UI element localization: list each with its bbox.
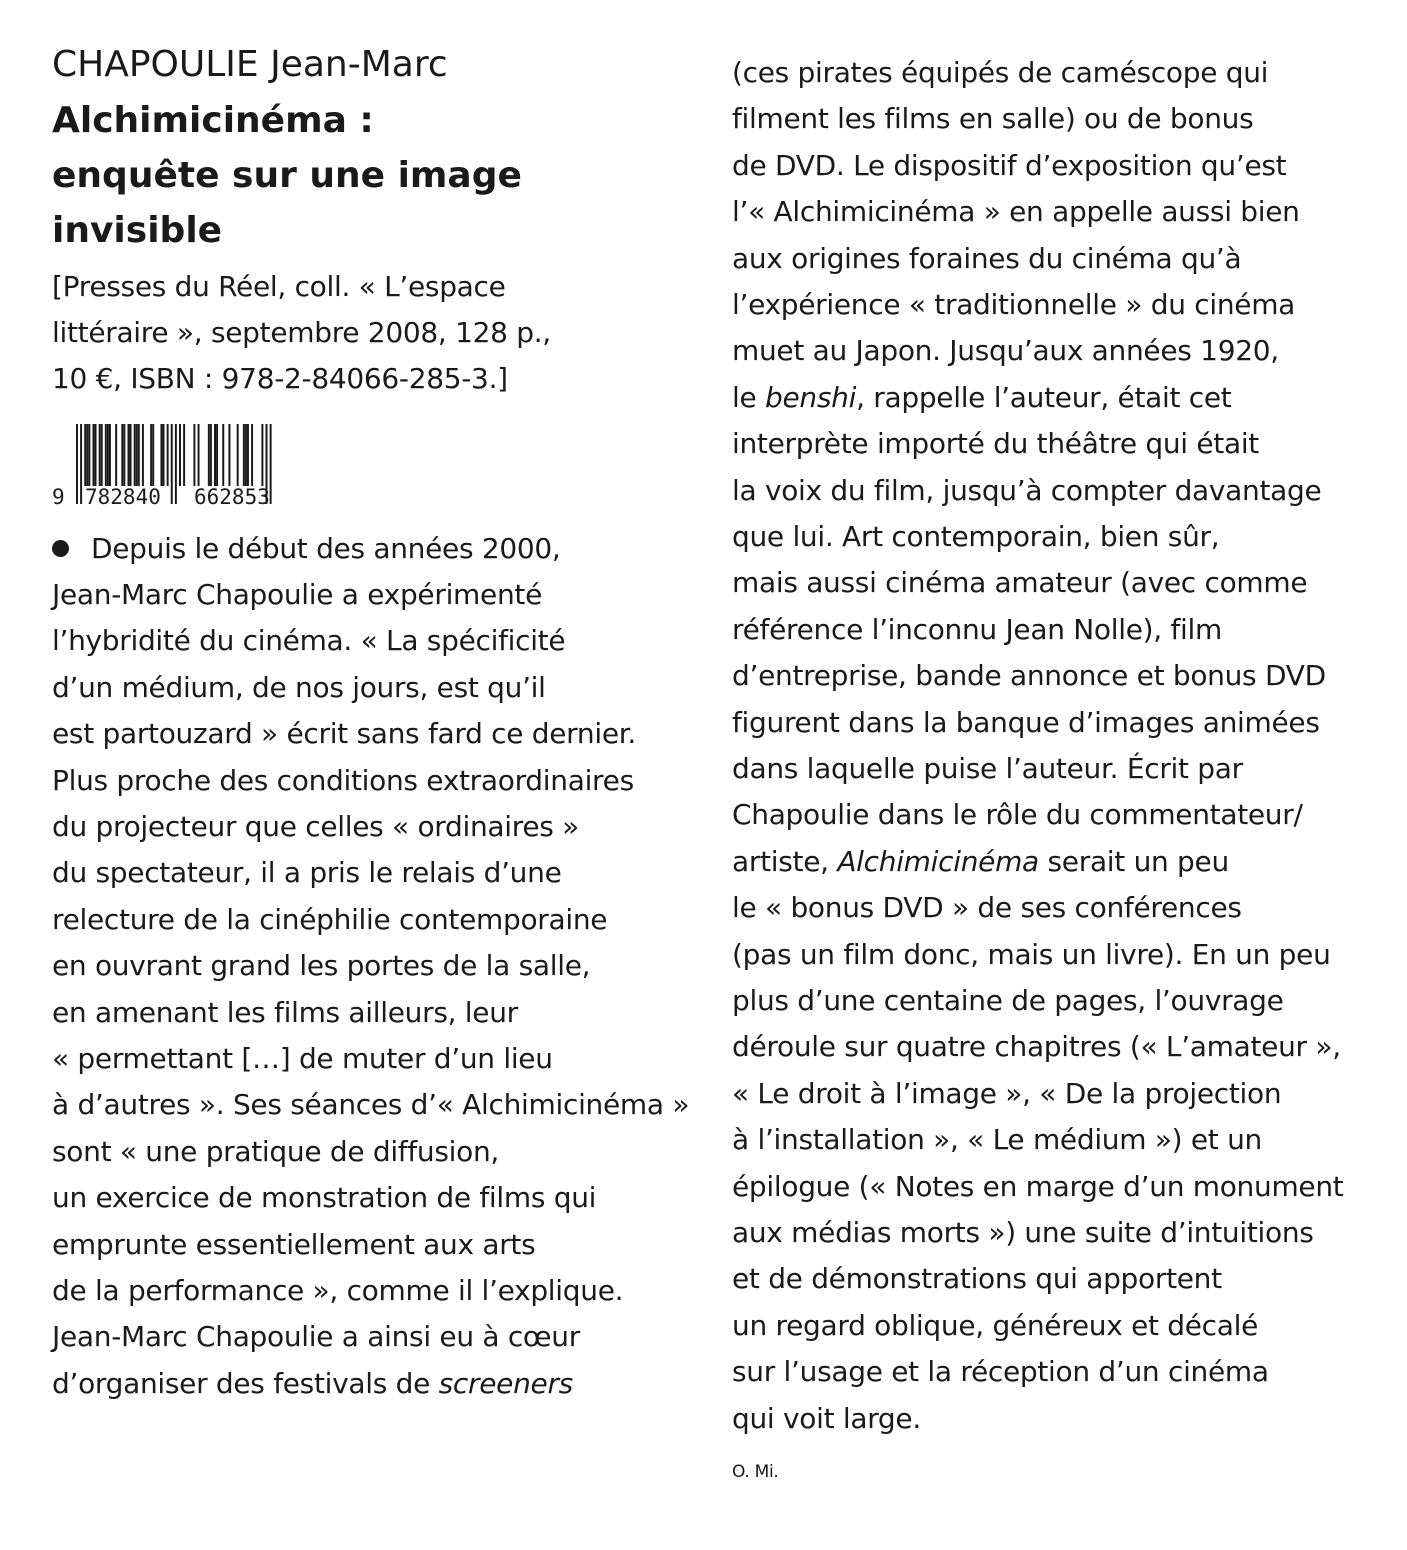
barcode-bar <box>243 424 245 486</box>
review-line: le « bonus DVD » de ses conférences <box>732 891 1242 924</box>
barcode-bar <box>109 424 111 486</box>
review-line: l’expérience « traditionnelle » du cinéma <box>732 288 1296 321</box>
barcode-bar <box>150 424 152 486</box>
review-line: est partouzard » écrit sans fard ce dernier. <box>52 717 636 750</box>
review-line <box>732 845 1229 879</box>
barcode-bar <box>101 424 103 486</box>
barcode-bar <box>136 424 138 486</box>
italic-term: benshi <box>765 381 857 414</box>
review-first-line <box>52 532 561 566</box>
barcode-bar <box>247 424 249 486</box>
barcode-bar <box>216 424 218 486</box>
barcode-bar <box>107 424 109 486</box>
barcode-bar <box>208 424 210 486</box>
review-line-text: serait un peu <box>1038 845 1229 878</box>
barcode-digit-first: 9 <box>52 485 65 509</box>
review-line: emprunte essentiellement aux arts <box>52 1228 536 1261</box>
author-name: CHAPOULIE Jean-Marc <box>52 44 448 85</box>
review-line: un exercice de monstration de films qui <box>52 1181 597 1214</box>
review-line: « Le droit à l’image », « De la projection <box>732 1077 1282 1110</box>
review-line <box>52 1367 573 1401</box>
barcode-bar <box>210 424 212 486</box>
review-line: figurent dans la banque d’images animées <box>732 706 1320 739</box>
review-line: d’un médium, de nos jours, est qu’il <box>52 671 546 704</box>
review-line: du spectateur, il a pris le relais d’une <box>52 856 562 889</box>
barcode-bar <box>214 424 216 486</box>
review-line <box>732 381 1231 415</box>
review-line: épilogue (« Notes en marge d’un monument <box>732 1170 1344 1203</box>
barcode-bar <box>123 424 125 486</box>
barcode-bar <box>179 424 181 486</box>
barcode-bar <box>228 424 230 486</box>
review-line: que lui. Art contemporain, bien sûr, <box>732 520 1220 553</box>
barcode-guard-bar <box>270 424 272 504</box>
review-line-text: le <box>732 381 766 414</box>
publication-info-line: 10 €, ISBN : 978-2-84066-285-3.] <box>52 362 508 395</box>
review-line: de DVD. Le dispositif d’exposition qu’est <box>732 149 1287 182</box>
review-line-text: d’organiser des festivals de <box>52 1367 439 1400</box>
review-line-text: Depuis le début des années 2000, <box>91 532 561 565</box>
review-line: et de démonstrations qui apportent <box>732 1262 1222 1295</box>
barcode-guard-bar <box>175 424 177 504</box>
barcode-bar <box>251 424 253 486</box>
barcode-guard-bar <box>76 424 78 504</box>
review-line: « permettant […] de muter d’un lieu <box>52 1042 553 1075</box>
review-line: plus d’une centaine de pages, l’ouvrage <box>732 984 1284 1017</box>
barcode-bar <box>84 424 86 486</box>
italic-term: Alchimicinéma <box>837 845 1039 878</box>
barcode-bar <box>160 424 162 486</box>
barcode-bar <box>261 424 263 486</box>
review-line: (ces pirates équipés de caméscope qui <box>732 56 1269 89</box>
publication-info-line: littéraire », septembre 2008, 128 p., <box>52 316 551 349</box>
review-line: d’entreprise, bande annonce et bonus DVD <box>732 659 1326 692</box>
review-line: qui voit large. <box>732 1402 921 1435</box>
barcode-bar <box>99 424 101 486</box>
review-line: un regard oblique, généreux et décalé <box>732 1309 1259 1342</box>
barcode-guard-bar <box>80 424 82 504</box>
review-line: déroule sur quatre chapitres (« L’amateur », <box>732 1030 1341 1063</box>
barcode-bar <box>167 424 169 486</box>
review-line-text: artiste, <box>732 845 838 878</box>
review-line: la voix du film, jusqu’à compter davantage <box>732 474 1322 507</box>
barcode-guard-bar <box>171 424 173 504</box>
publication-info-line: [Presses du Réel, coll. « L’espace <box>52 270 506 303</box>
review-line: du projecteur que celles « ordinaires » <box>52 810 579 843</box>
review-signature: O. Mi. <box>732 1462 779 1482</box>
barcode-bar <box>245 424 247 486</box>
review-line: sont « une pratique de diffusion, <box>52 1135 500 1168</box>
barcode-bar <box>121 424 123 486</box>
review-line: muet au Japon. Jusqu’aux années 1920, <box>732 334 1279 367</box>
review-line: à d’autres ». Ses séances d’« Alchimicinéma » <box>52 1088 690 1121</box>
review-line: aux origines foraines du cinéma qu’à <box>732 242 1242 275</box>
barcode-bar <box>128 424 130 486</box>
review-line: de la performance », comme il l’explique. <box>52 1274 624 1307</box>
barcode-bar <box>130 424 132 486</box>
barcode-bar <box>105 424 107 486</box>
isbn-barcode <box>52 420 292 512</box>
review-line: en amenant les films ailleurs, leur <box>52 996 518 1029</box>
review-line: mais aussi cinéma amateur (avec comme <box>732 566 1308 599</box>
bullet-icon <box>52 540 69 557</box>
review-line: Jean-Marc Chapoulie a ainsi eu à cœur <box>52 1320 580 1353</box>
review-line: interprète importé du théâtre qui était <box>732 427 1259 460</box>
review-line: référence l’inconnu Jean Nolle), film <box>732 613 1222 646</box>
barcode-digits-right: 662853 <box>194 485 270 509</box>
barcode-bar <box>198 424 200 486</box>
review-line-text: , rappelle l’auteur, était cet <box>856 381 1232 414</box>
review-line: l’« Alchimicinéma » en appelle aussi bien <box>732 195 1300 228</box>
barcode-bar <box>138 424 140 486</box>
review-line: à l’installation », « Le médium ») et un <box>732 1123 1262 1156</box>
review-line: en ouvrant grand les portes de la salle, <box>52 949 591 982</box>
review-line: sur l’usage et la réception d’un cinéma <box>732 1355 1269 1388</box>
book-title-line: Alchimicinéma : <box>52 100 374 141</box>
barcode-bar <box>222 424 224 486</box>
barcode-bar <box>183 424 185 486</box>
barcode-bar <box>88 424 90 486</box>
barcode-bar <box>142 424 144 486</box>
review-line: relecture de la cinéphilie contemporaine <box>52 903 608 936</box>
barcode-bar <box>86 424 88 486</box>
barcode-bar <box>95 424 97 486</box>
review-line: (pas un film donc, mais un livre). En un peu <box>732 938 1331 971</box>
review-line: l’hybridité du cinéma. « La spécificité <box>52 624 566 657</box>
barcode-bar <box>193 424 195 486</box>
book-title-line: enquête sur une image <box>52 155 522 196</box>
barcode-digits-left: 782840 <box>85 485 161 509</box>
barcode-bar <box>237 424 239 486</box>
review-line: aux médias morts ») une suite d’intuitions <box>732 1216 1314 1249</box>
book-title-line: invisible <box>52 210 223 251</box>
review-line: Chapoulie dans le rôle du commentateur/ <box>732 798 1303 831</box>
barcode-bar <box>92 424 94 486</box>
review-line: dans laquelle puise l’auteur. Écrit par <box>732 752 1243 785</box>
review-line: Jean-Marc Chapoulie a expérimenté <box>52 578 542 611</box>
barcode-bar <box>115 424 117 486</box>
barcode-bar <box>152 424 154 486</box>
review-line: Plus proche des conditions extraordinaires <box>52 764 634 797</box>
italic-term: screeners <box>438 1367 573 1400</box>
barcode-bar <box>163 424 165 486</box>
review-line: filment les films en salle) ou de bonus <box>732 102 1254 135</box>
barcode-bar <box>134 424 136 486</box>
